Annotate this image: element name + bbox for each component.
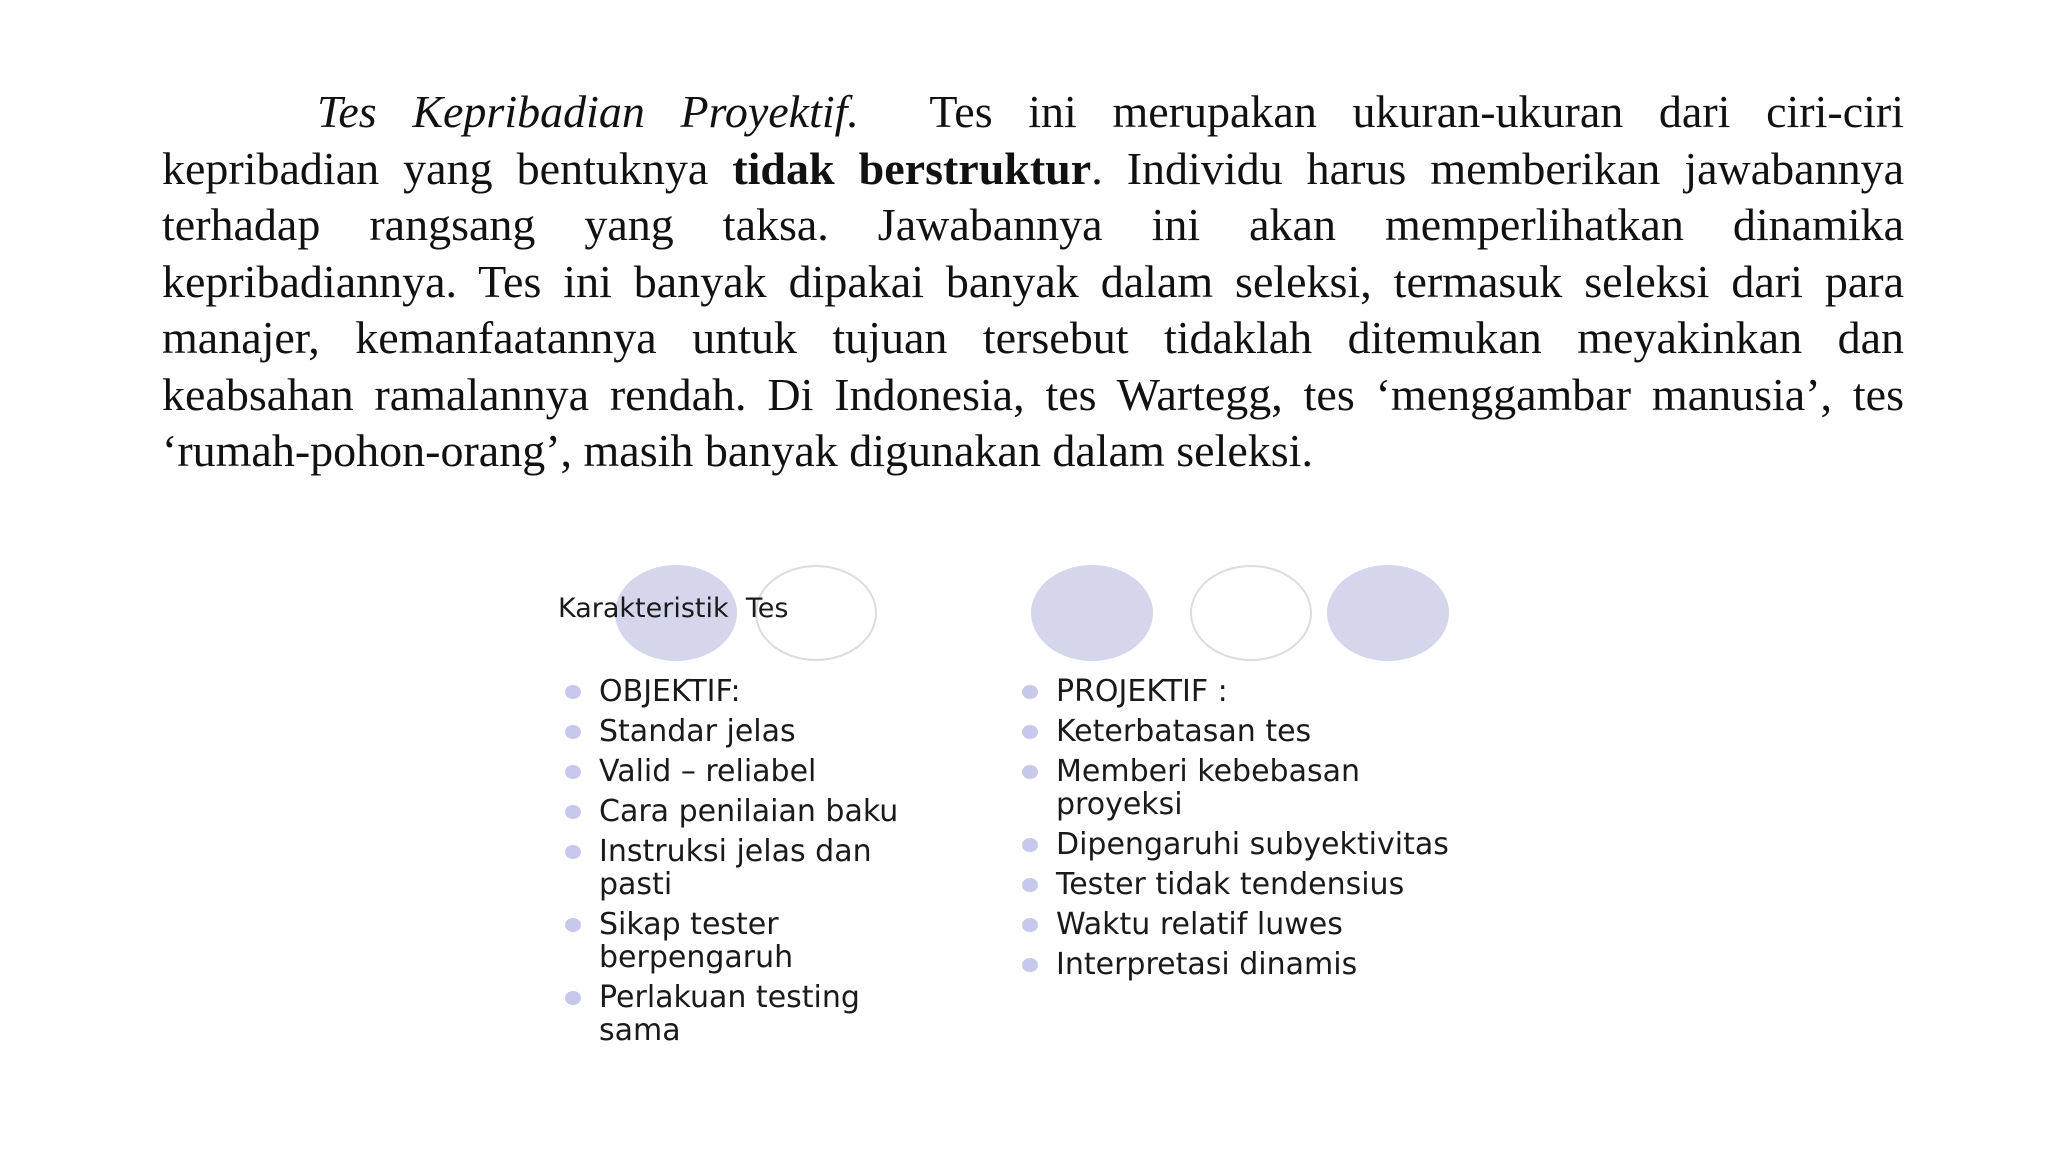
- list-item-label: Waktu relatif luwes: [1056, 907, 1343, 942]
- decor-circle-4: [1190, 565, 1312, 661]
- projective-list: [1020, 675, 1520, 988]
- bullet-icon: [565, 918, 581, 932]
- list-item-label: Valid – reliabel: [599, 754, 817, 789]
- bullet-icon: [1022, 918, 1038, 932]
- objective-list: [563, 675, 983, 1054]
- list-item-label: Keterbatasan tes: [1056, 714, 1312, 749]
- body-paragraph: [162, 84, 1916, 480]
- bullet-icon: [565, 685, 581, 699]
- list-item-label: Memberi kebebasan proyeksi: [1056, 754, 1360, 822]
- list-item-label: Dipengaruhi subyektivitas: [1056, 827, 1449, 862]
- list-item-label: Cara penilaian baku: [599, 794, 899, 829]
- list-item: [1020, 675, 1520, 708]
- bullet-icon: [565, 845, 581, 859]
- list-item: [563, 715, 983, 748]
- list-item-label: Sikap tester berpengaruh: [599, 907, 794, 975]
- bullet-icon: [565, 765, 581, 779]
- characteristics-figure: [545, 555, 1525, 1065]
- bullet-icon: [565, 805, 581, 819]
- figure-title: Karakteristik Tes: [558, 593, 789, 624]
- list-item: [563, 755, 983, 788]
- bullet-icon: [1022, 725, 1038, 739]
- list-item-label: Standar jelas: [599, 714, 796, 749]
- list-item: [1020, 755, 1466, 821]
- paragraph-bold-text: tidak berstruktur: [732, 142, 1092, 194]
- list-item: [563, 908, 899, 974]
- list-item-label: PROJEKTIF :: [1056, 674, 1228, 709]
- paragraph-text-1: Tes ini merupakan ukuran-ukuran dari ciri-ciri kepribadian yang bentuknya: [162, 86, 1916, 194]
- list-item: [1020, 828, 1520, 861]
- decor-circle-5: [1327, 565, 1449, 661]
- list-item-label: Interpretasi dinamis: [1056, 947, 1358, 982]
- paragraph-lead-italic: Tes Kepribadian Proyektif.: [317, 86, 859, 137]
- list-item: [563, 675, 983, 708]
- bullet-icon: [565, 725, 581, 739]
- bullet-icon: [1022, 878, 1038, 892]
- list-item-label: Perlakuan testing sama: [599, 980, 860, 1048]
- list-item: [1020, 715, 1520, 748]
- list-item: [1020, 908, 1520, 941]
- list-item-label: Tester tidak tendensius: [1056, 867, 1405, 902]
- list-item: [563, 981, 939, 1047]
- bullet-icon: [565, 991, 581, 1005]
- list-item: [563, 835, 939, 901]
- list-item: [563, 795, 983, 828]
- decor-circle-3: [1031, 565, 1153, 661]
- paragraph-text-2: . Individu harus memberikan jawabannya terhadap rangsang yang taksa. Jawabannya ini akan memperlihatkan dinamika kepribadiannya. Tes ini banyak dipakai banyak dalam seleksi, termasuk seleksi dari para manajer, kemanfaatannya untuk tujuan tersebut tidaklah ditemukan meyakinkan dan keabsahan ramalannya rendah. Di Indonesia, tes Wartegg, tes ‘menggambar manusia’, tes ‘rumah-pohon-orang’, masih banyak digunakan dalam seleksi.: [162, 142, 1904, 476]
- list-item-label: OBJEKTIF:: [599, 674, 741, 709]
- bullet-icon: [1022, 958, 1038, 972]
- bullet-icon: [1022, 685, 1038, 699]
- bullet-icon: [1022, 765, 1038, 779]
- list-item: [1020, 868, 1520, 901]
- list-item: [1020, 948, 1520, 981]
- bullet-icon: [1022, 838, 1038, 852]
- list-item-label: Instruksi jelas dan pasti: [599, 834, 872, 902]
